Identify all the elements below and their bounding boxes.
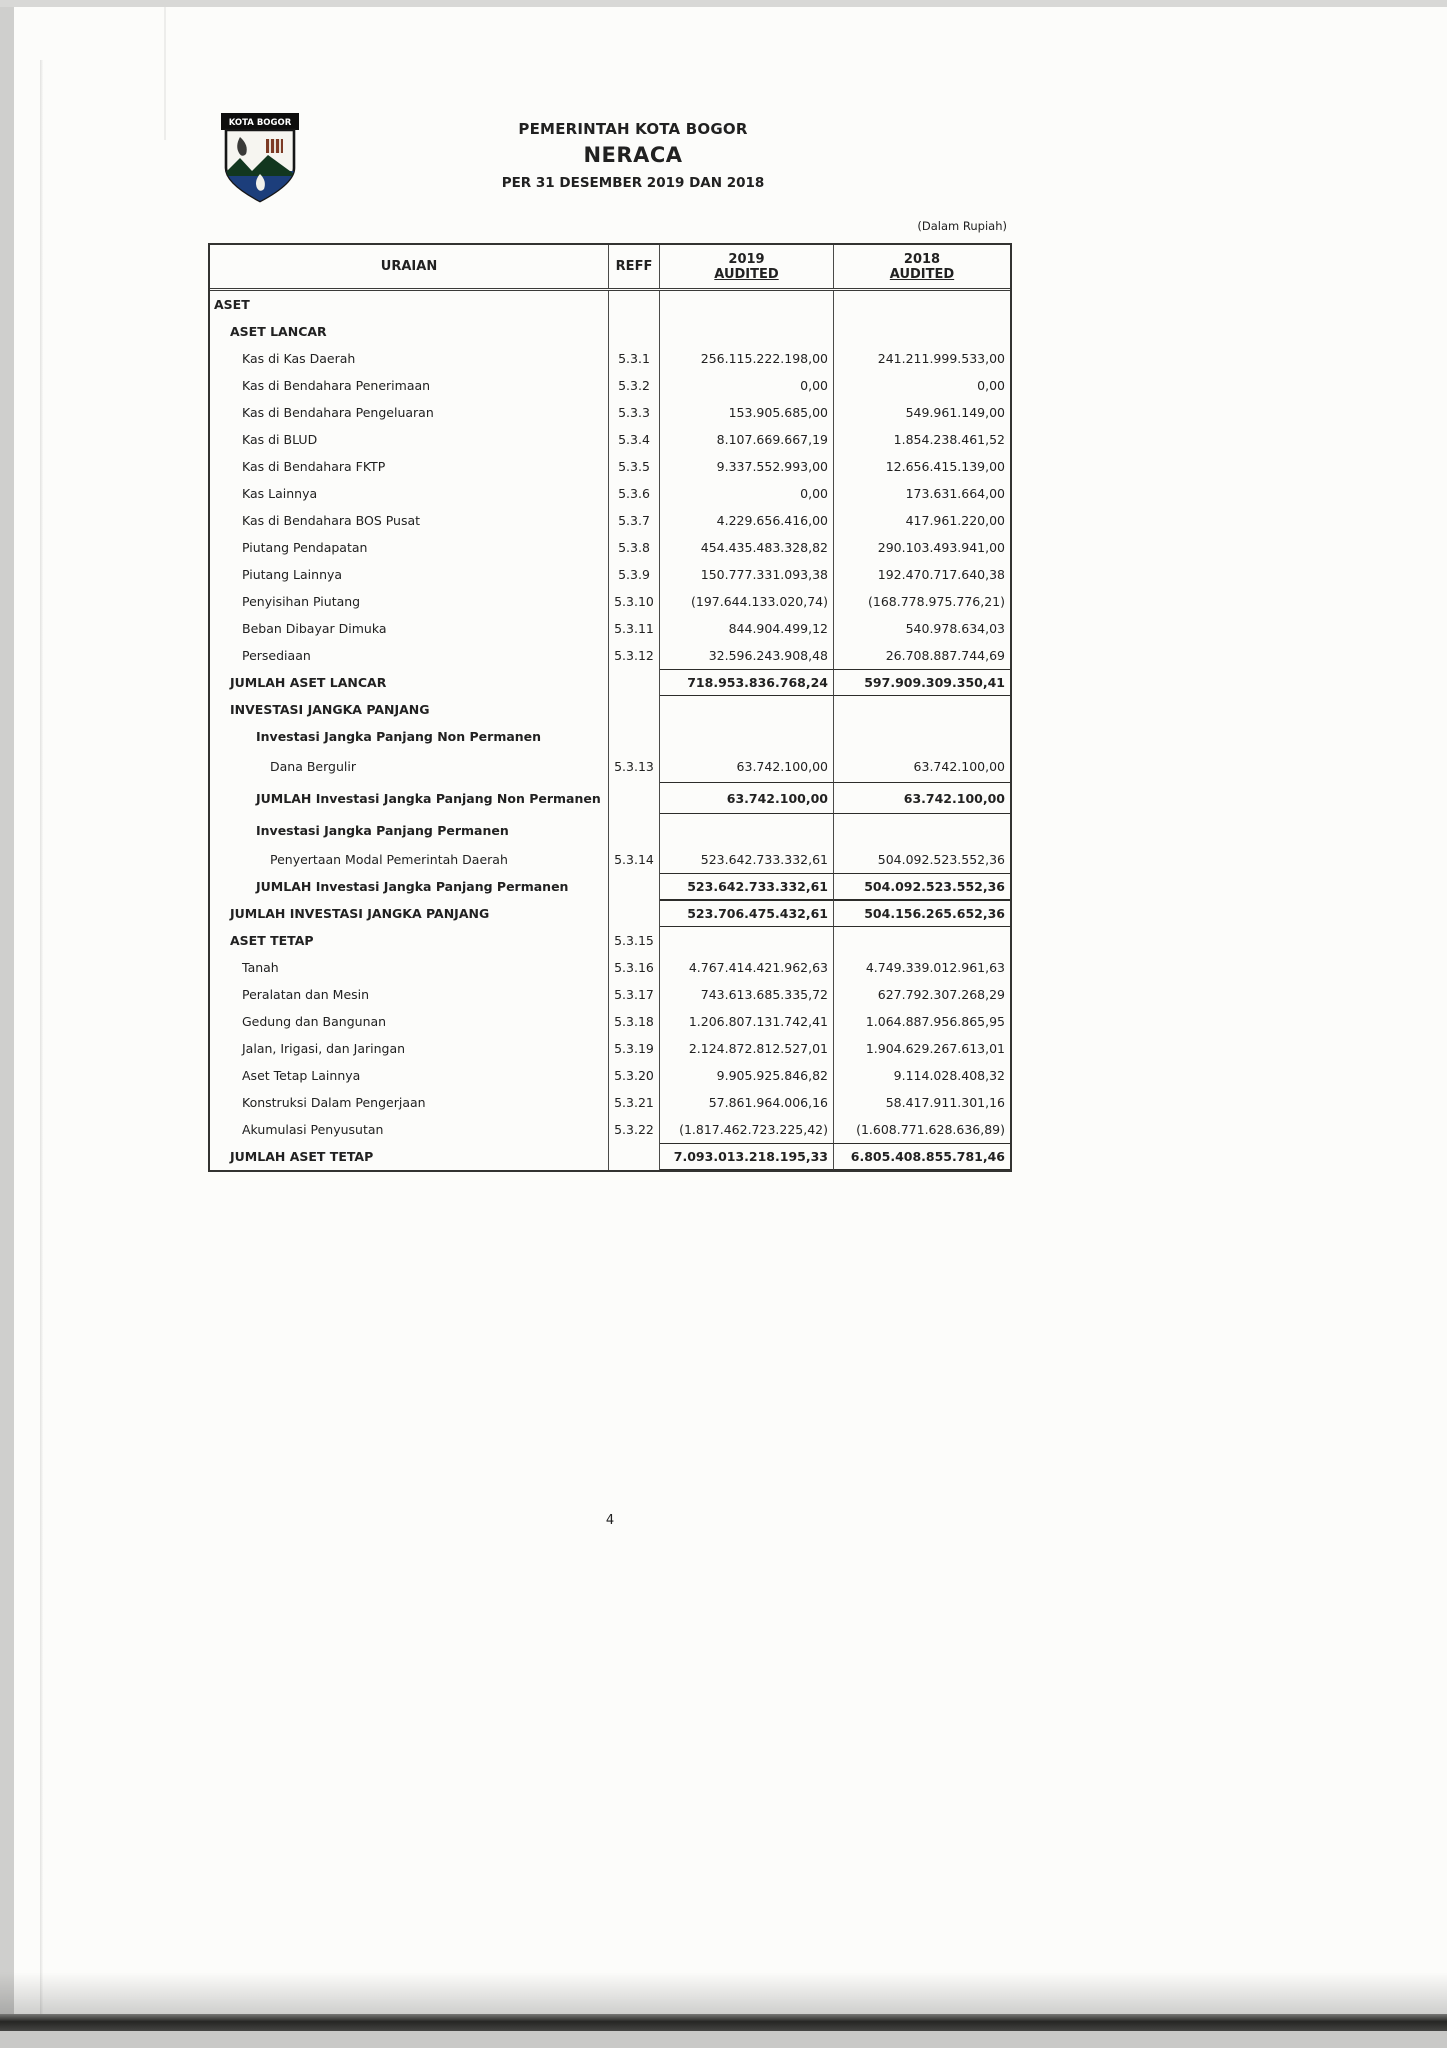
row-reff: 5.3.9 (608, 561, 660, 588)
currency-note: (Dalam Rupiah) (917, 219, 1007, 233)
row-label: JUMLAH ASET LANCAR (230, 675, 387, 690)
table-row (210, 1062, 1010, 1089)
row-label: Investasi Jangka Panjang Permanen (256, 822, 509, 838)
row-reff: 5.3.16 (608, 954, 660, 981)
row-amount-2018: 549.961.149,00 (833, 399, 1010, 426)
row-amount-2019: 2.124.872.812.527,01 (688, 1041, 828, 1056)
paper-fold-line-top (164, 0, 166, 140)
col-header-2018-audited-label: AUDITED (889, 266, 955, 282)
row-amount-2018 (833, 318, 1010, 345)
row-label: Akumulasi Penyusutan (242, 1122, 384, 1137)
table-row (210, 1089, 1010, 1116)
table-row (210, 588, 1010, 615)
row-label: ASET (214, 297, 250, 312)
table-row (210, 642, 1010, 669)
row-amount-2019: 523.642.733.332,61 (660, 873, 833, 900)
org-name: PEMERINTAH KOTA BOGOR (518, 120, 748, 138)
row-label: Gedung dan Bangunan (242, 1014, 387, 1029)
row-label: Peralatan dan Mesin (242, 987, 370, 1002)
row-amount-2018: 627.792.307.268,29 (833, 981, 1010, 1008)
row-amount-2018: 417.961.220,00 (833, 507, 1010, 534)
table-row (210, 846, 1010, 873)
row-reff (608, 318, 660, 345)
row-reff (608, 723, 660, 750)
balance-sheet-table (208, 243, 1012, 1172)
row-reff: 5.3.11 (608, 615, 660, 642)
row-amount-2018: 540.978.634,03 (833, 615, 1010, 642)
row-amount-2019: 57.861.964.006,16 (708, 1095, 828, 1110)
paper-fold-line (40, 60, 43, 2048)
row-label: JUMLAH Investasi Jangka Panjang Non Permanen (256, 790, 601, 806)
table-row (210, 814, 1010, 846)
row-label: Konstruksi Dalam Pengerjaan (242, 1095, 426, 1110)
row-label: JUMLAH ASET TETAP (230, 1149, 374, 1164)
row-label: JUMLAH Investasi Jangka Panjang Permanen (256, 879, 569, 894)
table-header-row (210, 245, 1010, 291)
row-amount-2019: 7.093.013.218.195,33 (660, 1143, 833, 1170)
row-amount-2019 (660, 814, 833, 846)
row-reff: 5.3.13 (608, 750, 660, 782)
row-amount-2018: 504.092.523.552,36 (833, 873, 1010, 900)
page-number: 4 (605, 1513, 615, 1528)
row-label: JUMLAH INVESTASI JANGKA PANJANG (230, 906, 490, 921)
row-reff: 5.3.14 (608, 846, 660, 873)
row-reff (608, 814, 660, 846)
row-reff: 5.3.17 (608, 981, 660, 1008)
row-reff (608, 782, 660, 814)
scan-edge-dark-strip (0, 2014, 1447, 2031)
col-header-2019-audited (660, 245, 833, 288)
row-label: Kas di Bendahara BOS Pusat (242, 513, 421, 528)
row-label: Kas di Bendahara Penerimaan (242, 378, 431, 393)
row-reff (608, 291, 660, 318)
row-amount-2019 (660, 927, 833, 954)
row-amount-2019 (660, 723, 833, 750)
row-amount-2018: (1.608.771.628.636,89) (833, 1116, 1010, 1143)
row-amount-2019: 0,00 (800, 486, 828, 501)
table-row (210, 453, 1010, 480)
row-amount-2018: 63.742.100,00 (833, 750, 1010, 782)
table-row (210, 291, 1010, 318)
row-reff (608, 669, 660, 696)
row-amount-2019 (660, 318, 833, 345)
row-label: Kas di Kas Daerah (242, 351, 356, 366)
col-header-2019-audited-label: AUDITED (714, 266, 779, 282)
row-amount-2019: 454.435.483.328,82 (700, 540, 828, 555)
row-amount-2018: 290.103.493.941,00 (833, 534, 1010, 561)
row-amount-2018: 504.156.265.652,36 (833, 900, 1010, 927)
row-amount-2019: 1.206.807.131.742,41 (688, 1014, 828, 1029)
row-amount-2018: 9.114.028.408,32 (833, 1062, 1010, 1089)
row-amount-2018 (833, 291, 1010, 318)
row-label: Kas di BLUD (242, 432, 318, 447)
row-label: ASET TETAP (230, 933, 314, 948)
table-row (210, 927, 1010, 954)
document-header (233, 120, 1033, 191)
row-amount-2019: 4.767.414.421.962,63 (688, 960, 828, 975)
row-reff (608, 900, 660, 927)
row-label: Investasi Jangka Panjang Non Permanen (256, 729, 542, 744)
row-label: Penyertaan Modal Pemerintah Daerah (270, 852, 508, 867)
table-row (210, 534, 1010, 561)
row-amount-2019: 256.115.222.198,00 (700, 351, 828, 366)
row-label: INVESTASI JANGKA PANJANG (230, 702, 430, 717)
row-reff: 5.3.2 (608, 372, 660, 399)
row-amount-2018: 6.805.408.855.781,46 (833, 1143, 1010, 1170)
row-label: Jalan, Irigasi, dan Jaringan (242, 1041, 406, 1056)
row-reff: 5.3.18 (608, 1008, 660, 1035)
row-label: Beban Dibayar Dimuka (242, 621, 387, 636)
row-amount-2019: 4.229.656.416,00 (716, 513, 828, 528)
col-header-reff (608, 245, 660, 288)
table-row (210, 399, 1010, 426)
table-row (210, 696, 1010, 723)
row-label: Piutang Lainnya (242, 567, 343, 582)
row-reff: 5.3.12 (608, 642, 660, 669)
table-row (210, 345, 1010, 372)
row-label: Dana Bergulir (270, 758, 356, 774)
row-amount-2019: 63.742.100,00 (736, 758, 828, 774)
row-amount-2018: 63.742.100,00 (833, 782, 1010, 814)
scan-edge-light-strip (0, 2031, 1447, 2048)
row-amount-2018: 1.854.238.461,52 (833, 426, 1010, 453)
row-amount-2019: 523.706.475.432,61 (660, 900, 833, 927)
row-amount-2018: 4.749.339.012.961,63 (833, 954, 1010, 981)
row-reff: 5.3.3 (608, 399, 660, 426)
table-row (210, 372, 1010, 399)
row-reff (608, 1143, 660, 1170)
row-amount-2019: 63.742.100,00 (660, 782, 833, 814)
row-amount-2019: 9.337.552.993,00 (716, 459, 828, 474)
row-amount-2018: 241.211.999.533,00 (833, 345, 1010, 372)
row-amount-2018: 1.904.629.267.613,01 (833, 1035, 1010, 1062)
row-reff: 5.3.8 (608, 534, 660, 561)
report-title: NERACA (583, 143, 683, 167)
row-amount-2019 (660, 291, 833, 318)
row-reff: 5.3.15 (608, 927, 660, 954)
table-row (210, 873, 1010, 900)
row-label: Tanah (242, 960, 279, 975)
table-row (210, 480, 1010, 507)
row-amount-2019 (660, 696, 833, 723)
table-row (210, 1008, 1010, 1035)
table-row (210, 723, 1010, 750)
row-label: Persediaan (242, 648, 311, 663)
logo-banner-text: KOTA BOGOR (228, 118, 292, 128)
row-label: Aset Tetap Lainnya (242, 1068, 361, 1083)
table-row (210, 1116, 1010, 1143)
row-amount-2019: 8.107.669.667,19 (716, 432, 828, 447)
row-amount-2018: 1.064.887.956.865,95 (833, 1008, 1010, 1035)
table-body (210, 291, 1010, 1170)
row-amount-2018: 504.092.523.552,36 (833, 846, 1010, 873)
row-label: Kas Lainnya (242, 486, 318, 501)
scan-margin-top (0, 0, 1447, 7)
row-amount-2018: 58.417.911.301,16 (833, 1089, 1010, 1116)
row-amount-2018: 597.909.309.350,41 (833, 669, 1010, 696)
row-amount-2018 (833, 814, 1010, 846)
row-reff: 5.3.5 (608, 453, 660, 480)
table-row (210, 1143, 1010, 1170)
table-row (210, 318, 1010, 345)
row-amount-2018: 192.470.717.640,38 (833, 561, 1010, 588)
table-row (210, 750, 1010, 782)
row-amount-2019: 9.905.925.846,82 (716, 1068, 828, 1083)
scan-bottom-shadow (0, 1972, 1447, 2014)
row-reff: 5.3.1 (608, 345, 660, 372)
row-amount-2019: (197.644.133.020,74) (691, 594, 828, 609)
row-reff: 5.3.22 (608, 1116, 660, 1143)
row-reff: 5.3.19 (608, 1035, 660, 1062)
row-amount-2018: 12.656.415.139,00 (833, 453, 1010, 480)
row-reff: 5.3.10 (608, 588, 660, 615)
row-label: ASET LANCAR (230, 324, 327, 339)
row-label: Piutang Pendapatan (242, 540, 368, 555)
table-row (210, 507, 1010, 534)
row-label: Kas di Bendahara Pengeluaran (242, 405, 434, 420)
table-row (210, 615, 1010, 642)
row-amount-2018 (833, 927, 1010, 954)
row-reff: 5.3.21 (608, 1089, 660, 1116)
row-label: Kas di Bendahara FKTP (242, 459, 386, 474)
row-amount-2018: 26.708.887.744,69 (833, 642, 1010, 669)
row-amount-2019: 523.642.733.332,61 (700, 852, 828, 867)
table-row (210, 1035, 1010, 1062)
col-header-2018-year: 2018 (903, 251, 941, 267)
row-amount-2019: 0,00 (800, 378, 828, 393)
table-row (210, 669, 1010, 696)
row-amount-2019: (1.817.462.723.225,42) (679, 1122, 828, 1137)
table-row (210, 954, 1010, 981)
row-amount-2018: 0,00 (833, 372, 1010, 399)
row-reff (608, 696, 660, 723)
row-reff: 5.3.4 (608, 426, 660, 453)
row-reff (608, 873, 660, 900)
report-period: PER 31 DESEMBER 2019 DAN 2018 (501, 175, 765, 191)
col-header-reff-label: REFF (615, 259, 653, 274)
row-amount-2019: 844.904.499,12 (728, 621, 828, 636)
table-row (210, 782, 1010, 814)
row-reff: 5.3.6 (608, 480, 660, 507)
row-reff: 5.3.20 (608, 1062, 660, 1089)
row-label: Penyisihan Piutang (242, 594, 361, 609)
col-header-2018-audited (833, 245, 1010, 288)
row-amount-2019: 743.613.685.335,72 (700, 987, 828, 1002)
col-header-2019-year: 2019 (728, 251, 765, 267)
table-row (210, 426, 1010, 453)
scan-margin-left (0, 0, 14, 2048)
row-reff: 5.3.7 (608, 507, 660, 534)
col-header-uraian-label: URAIAN (380, 259, 438, 274)
row-amount-2019: 718.953.836.768,24 (660, 669, 833, 696)
row-amount-2019: 153.905.685,00 (728, 405, 828, 420)
row-amount-2018: (168.778.975.776,21) (833, 588, 1010, 615)
row-amount-2019: 150.777.331.093,38 (700, 567, 828, 582)
col-header-uraian (210, 245, 608, 288)
table-row (210, 561, 1010, 588)
row-amount-2018 (833, 696, 1010, 723)
table-row (210, 900, 1010, 927)
table-row (210, 981, 1010, 1008)
row-amount-2018: 173.631.664,00 (833, 480, 1010, 507)
row-amount-2019: 32.596.243.908,48 (708, 648, 828, 663)
row-amount-2018 (833, 723, 1010, 750)
